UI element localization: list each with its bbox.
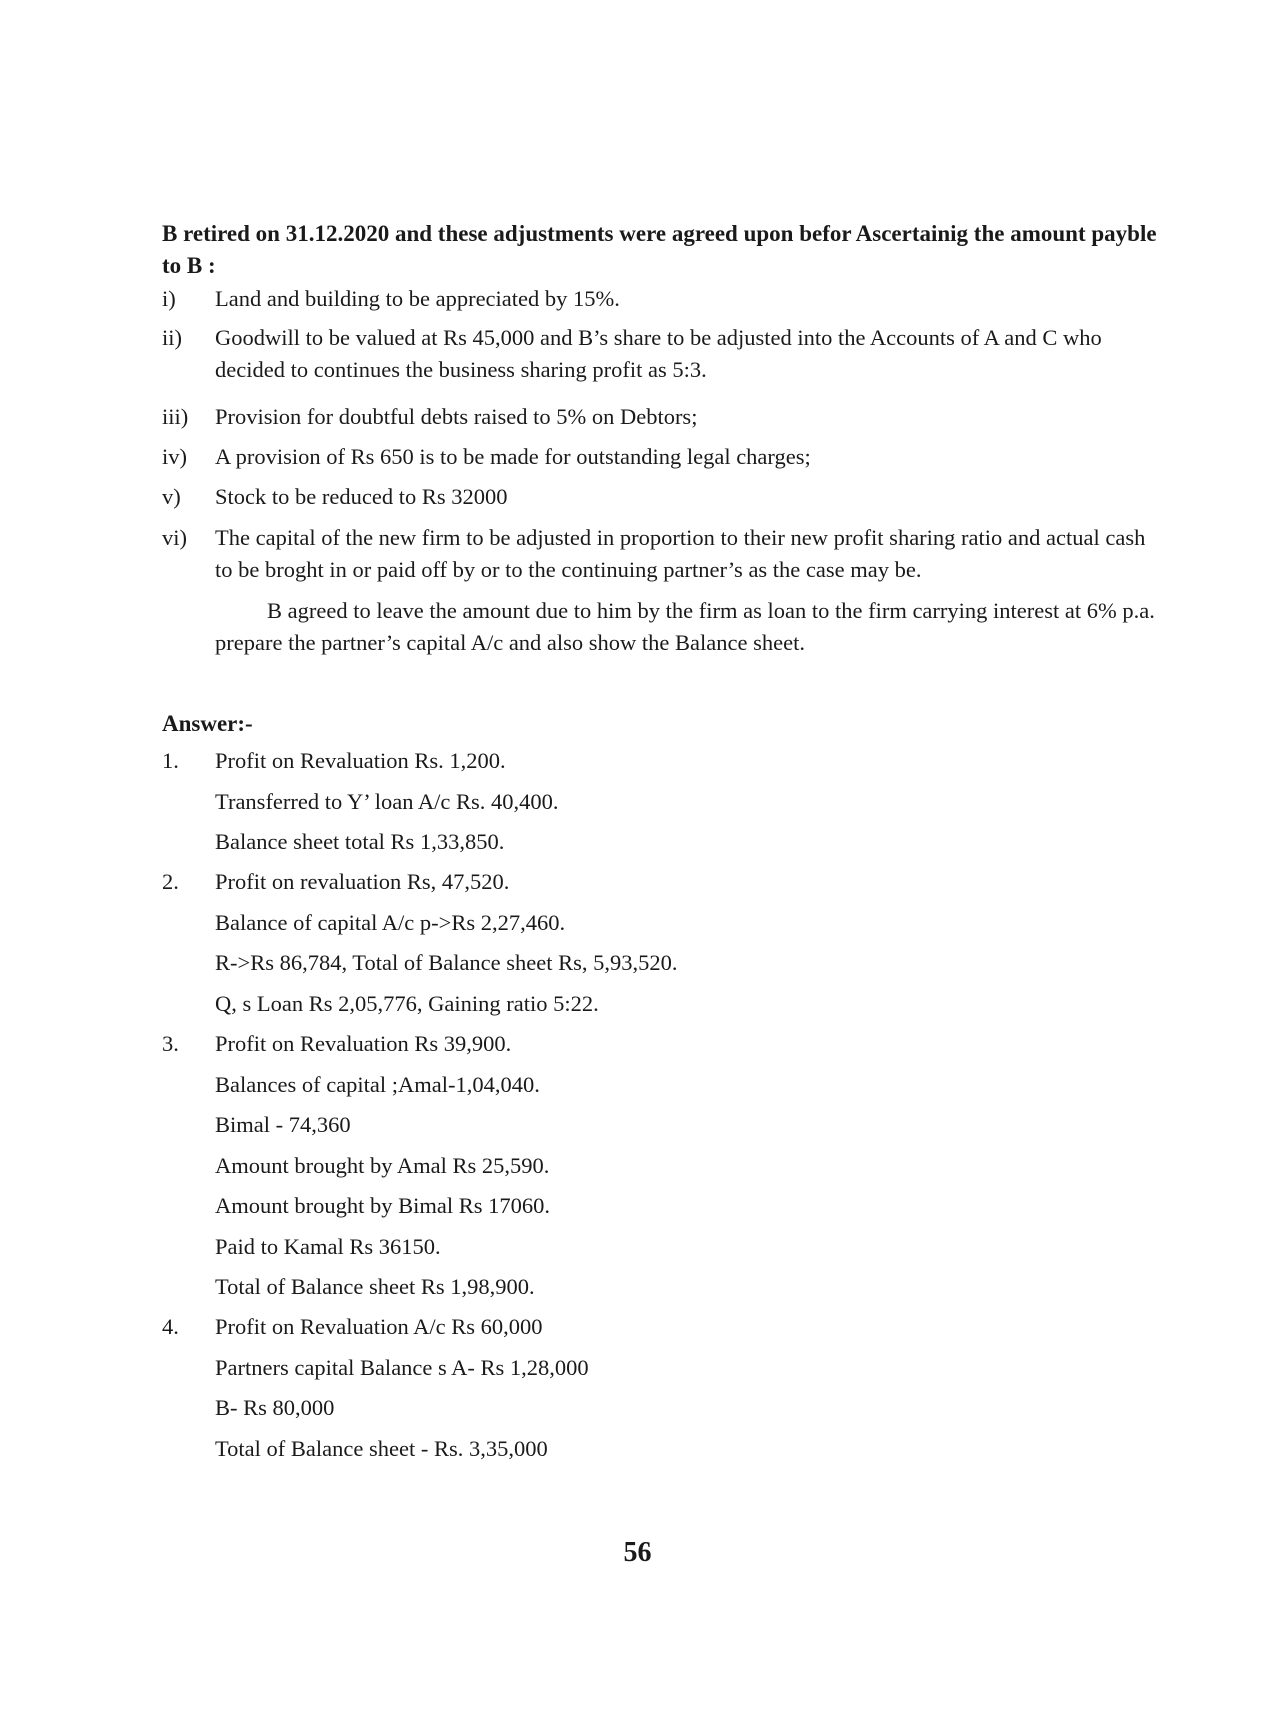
adjustment-text: A provision of Rs 650 is to be made for outstanding legal charges; <box>215 444 811 469</box>
answer-line: Amount brought by Bimal Rs 17060. <box>215 1193 551 1218</box>
answer-line: Balance sheet total Rs 1,33,850. <box>215 829 505 854</box>
adjustment-text: The capital of the new firm to be adjusted in proportion to their new profit sharing ratio and actual cash to be broght in or paid off by or to the continuing partner’s as the case may be. <box>215 525 1146 582</box>
adjustment-number: iv) <box>162 444 187 469</box>
answer-line: R->Rs 86,784, Total of Balance sheet Rs, 5,93,520. <box>215 950 678 975</box>
adjustment-text: Stock to be reduced to Rs 32000 <box>215 484 508 509</box>
adjustment-number: vi) <box>162 525 187 550</box>
adjustment-number: ii) <box>162 325 182 350</box>
adjustment-text: Goodwill to be valued at Rs 45,000 and B’s share to be adjusted into the Accounts of A and C who decided to continues the business sharing profit as 5:3. <box>215 325 1102 382</box>
answer-line: Bimal - 74,360 <box>215 1112 351 1137</box>
adjustment-number: iii) <box>162 404 189 429</box>
answer-line: Balances of capital ;Amal-1,04,040. <box>215 1072 540 1097</box>
answer-line: Amount brought by Amal Rs 25,590. <box>215 1153 550 1178</box>
answer-number: 3. <box>162 1031 179 1056</box>
adjustment-number: v) <box>162 484 181 509</box>
answer-line: Partners capital Balance s A- Rs 1,28,000 <box>215 1355 589 1380</box>
answer-number: 1. <box>162 748 179 773</box>
answer-line: Profit on Revaluation Rs. 1,200. <box>215 748 506 773</box>
answer-line: Profit on Revaluation Rs 39,900. <box>215 1031 512 1056</box>
closing-paragraph: B agreed to leave the amount due to him by the firm as loan to the firm carrying interest at 6% p.a. prepare the partner’s capital A/c and also show the Balance sheet. <box>215 598 1155 655</box>
answer-line: Total of Balance sheet - Rs. 3,35,000 <box>215 1436 548 1461</box>
answer-number: 4. <box>162 1314 179 1339</box>
question-heading: B retired on 31.12.2020 and these adjustments were agreed upon befor Ascertainig the amount payble to B : <box>162 221 1157 278</box>
answer-number: 2. <box>162 869 179 894</box>
answer-line: Transferred to Y’ loan A/c Rs. 40,400. <box>215 789 559 814</box>
adjustment-text: Land and building to be appreciated by 15%. <box>215 286 620 311</box>
answer-heading: Answer:- <box>162 711 253 736</box>
answer-line: B- Rs 80,000 <box>215 1395 335 1420</box>
answer-line: Total of Balance sheet Rs 1,98,900. <box>215 1274 535 1299</box>
answer-line: Paid to Kamal Rs 36150. <box>215 1234 441 1259</box>
page-number: 56 <box>623 1537 652 1568</box>
answer-line: Profit on revaluation Rs, 47,520. <box>215 869 510 894</box>
answer-line: Profit on Revaluation A/c Rs 60,000 <box>215 1314 543 1339</box>
answer-line: Balance of capital A/c p->Rs 2,27,460. <box>215 910 566 935</box>
answer-line: Q, s Loan Rs 2,05,776, Gaining ratio 5:22. <box>215 991 599 1016</box>
adjustment-number: i) <box>162 286 176 311</box>
adjustment-text: Provision for doubtful debts raised to 5% on Debtors; <box>215 404 698 429</box>
